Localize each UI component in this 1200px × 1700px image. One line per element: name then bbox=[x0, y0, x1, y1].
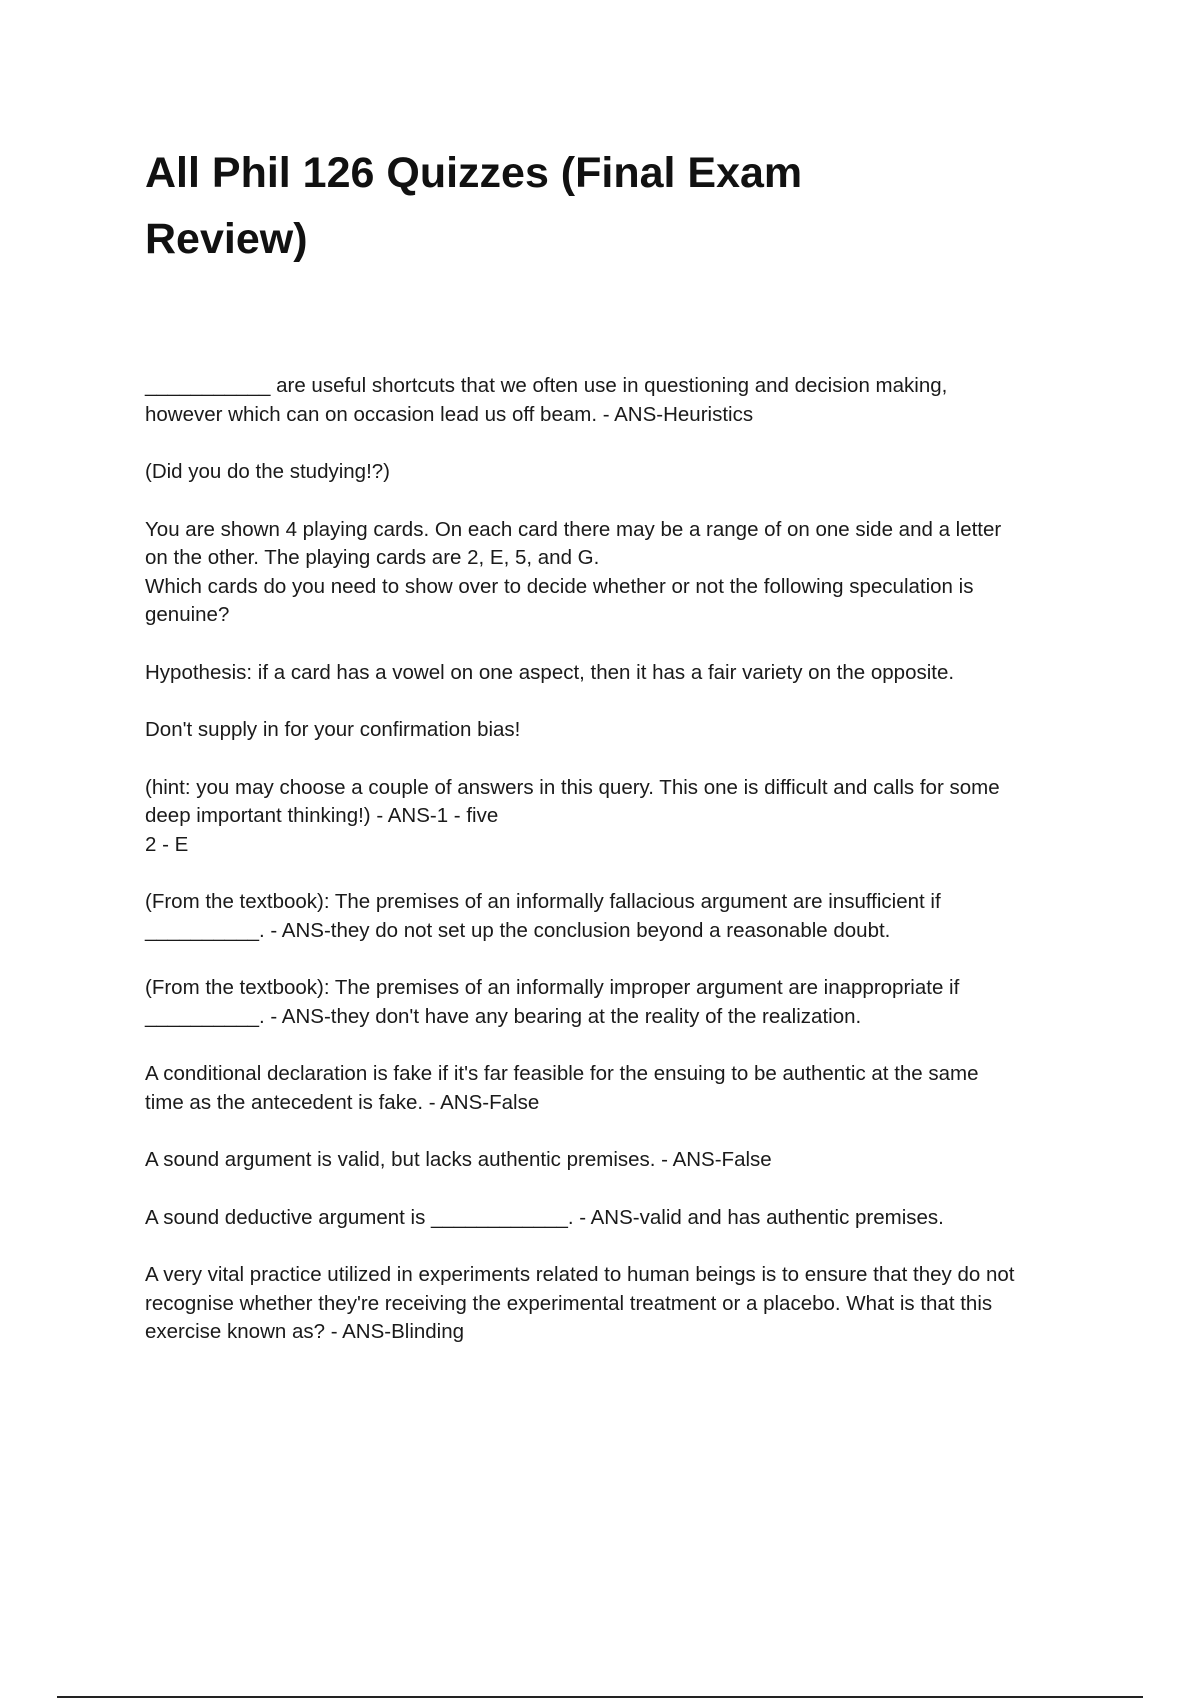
text-line: Don't supply in for your confirmation bias! bbox=[145, 718, 521, 741]
text-line: (hint: you may choose a couple of answers in this query. This one is difficult and calls for some bbox=[145, 775, 1000, 799]
text-line: Which cards do you need to show over to decide whether or not the following speculation is bbox=[145, 574, 974, 598]
text-line: A conditional declaration is fake if it's far feasible for the ensuing to be authentic at the same bbox=[145, 1062, 979, 1085]
text-line: Hypothesis: if a card has a vowel on one aspect, then it has a fair variety on the opposite. bbox=[145, 660, 955, 684]
qa-paragraph bbox=[145, 716, 1095, 745]
title-line: All Phil 126 Quizzes (Final Exam bbox=[145, 149, 803, 197]
text-line: __________. - ANS-they don't have any bearing at the reality of the realization. bbox=[145, 1004, 862, 1028]
qa-paragraph bbox=[145, 974, 1095, 1031]
text-line: on the other. The playing cards are 2, E, 5, and G. bbox=[145, 546, 600, 569]
qa-paragraph bbox=[145, 1146, 1095, 1175]
document-body bbox=[145, 372, 1095, 1376]
text-line: (From the textbook): The premises of an informally improper argument are inappropriate if bbox=[145, 976, 960, 999]
text-line: deep important thinking!) - ANS-1 - five bbox=[145, 804, 499, 827]
qa-paragraph bbox=[145, 659, 1095, 688]
text-line: genuine? bbox=[145, 603, 230, 626]
text-line: recognise whether they're receiving the experimental treatment or a placebo. What is that this bbox=[145, 1291, 993, 1315]
qa-paragraph bbox=[145, 458, 1095, 487]
text-line: __________. - ANS-they do not set up the conclusion beyond a reasonable doubt. bbox=[145, 918, 891, 942]
text-line: A very vital practice utilized in experiments related to human beings is to ensure that they do not bbox=[145, 1263, 1015, 1286]
qa-paragraph bbox=[145, 372, 1095, 429]
text-line: time as the antecedent is fake. - ANS-False bbox=[145, 1090, 540, 1114]
text-line: A sound deductive argument is ____________. - ANS-valid and has authentic premises. bbox=[145, 1205, 944, 1229]
text-line: A sound argument is valid, but lacks authentic premises. - ANS-False bbox=[145, 1148, 772, 1171]
qa-paragraph bbox=[145, 888, 1095, 945]
text-line: (Did you do the studying!?) bbox=[145, 460, 390, 483]
qa-paragraph bbox=[145, 1204, 1095, 1233]
text-line: however which can on occasion lead us off beam. - ANS-Heuristics bbox=[145, 402, 754, 426]
text-line: exercise known as? - ANS-Blinding bbox=[145, 1320, 465, 1343]
text-line: ___________ are useful shortcuts that we often use in questioning and decision making, bbox=[145, 374, 948, 397]
text-line: You are shown 4 playing cards. On each card there may be a range of on one side and a letter bbox=[145, 517, 1002, 541]
qa-paragraph bbox=[145, 1060, 1095, 1117]
page-title bbox=[145, 140, 945, 272]
qa-paragraph bbox=[145, 1261, 1095, 1347]
text-line: (From the textbook): The premises of an informally fallacious argument are insufficient if bbox=[145, 890, 941, 913]
qa-paragraph bbox=[145, 516, 1095, 630]
title-line: Review) bbox=[145, 215, 308, 263]
footer-divider bbox=[57, 1696, 1143, 1698]
text-line: 2 - E bbox=[145, 832, 189, 856]
qa-paragraph bbox=[145, 774, 1095, 860]
